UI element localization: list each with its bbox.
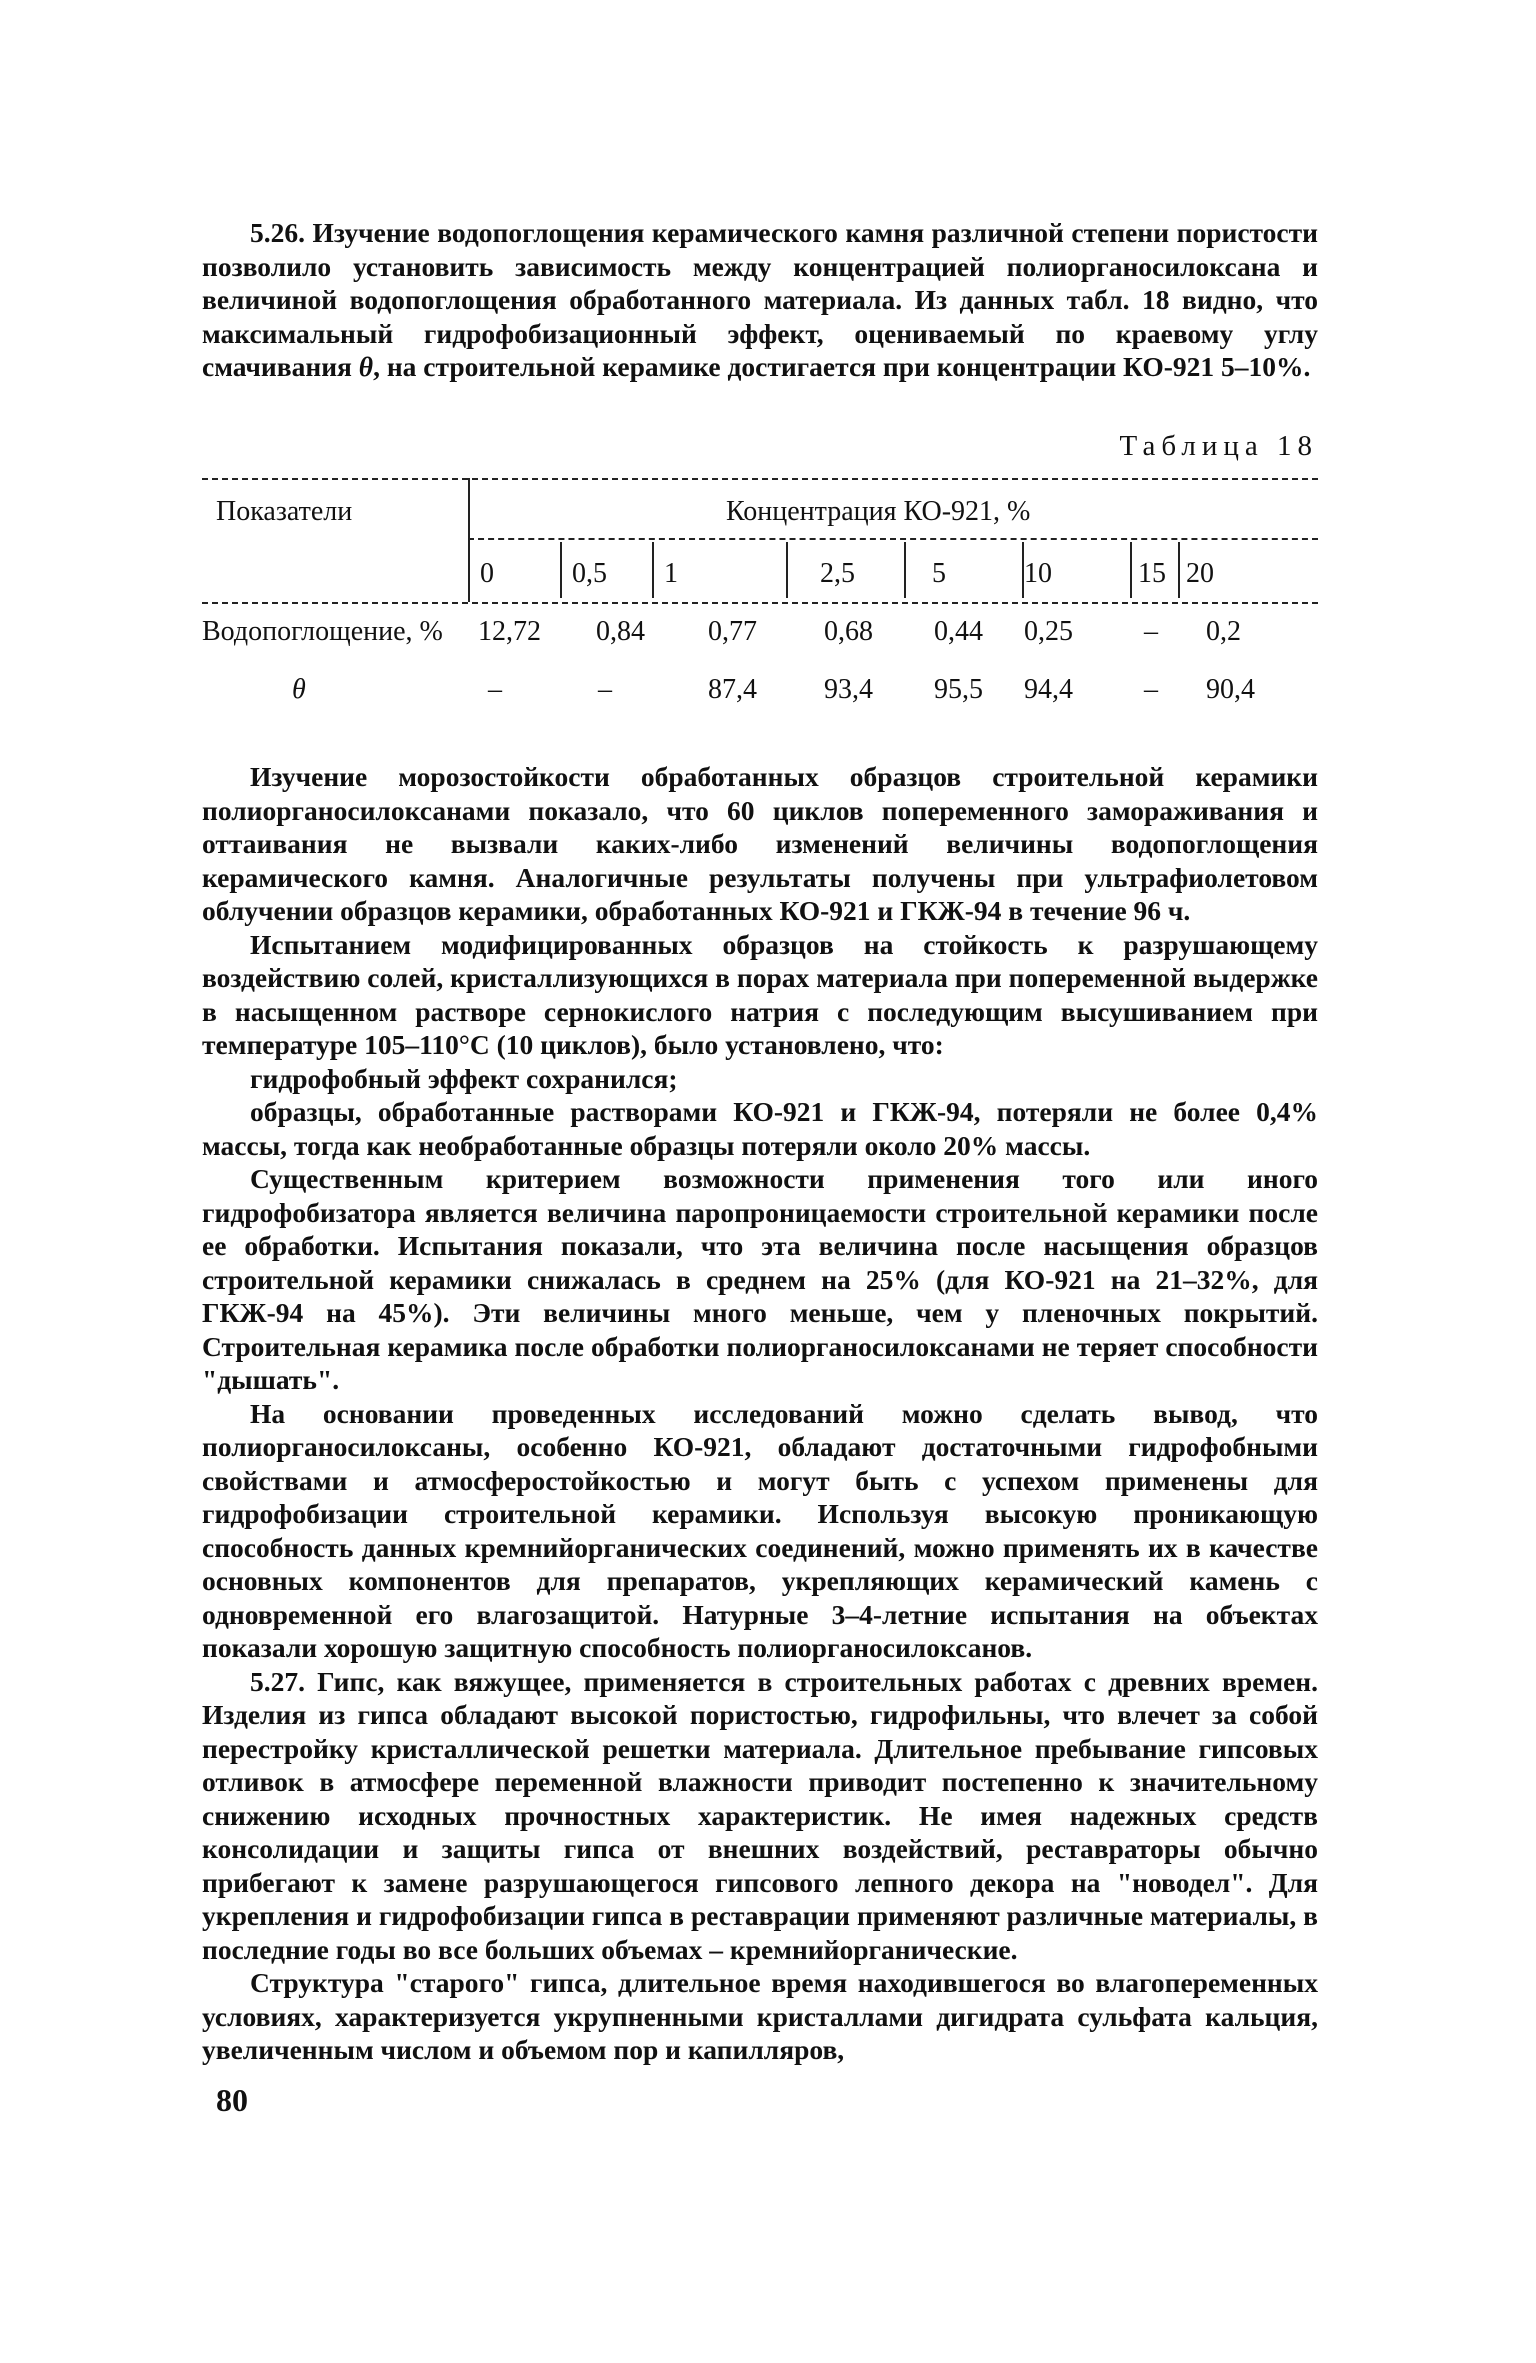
table-rule-header — [468, 538, 1318, 540]
paragraph: образцы, обработанные растворами КО-921 и ГКЖ-94, потеряли не более 0,4% массы, тогда как необработанные образцы потеряли около 20% массы. — [202, 1096, 1318, 1161]
intro-paragraph — [202, 216, 1318, 384]
theta-symbol: θ — [358, 351, 374, 382]
paragraph: Структура "старого" гипса, длительное время находившегося во влагопеременных условиях, характеризуется укрупненными кристаллами дигидрата сульфата кальция, увеличенным числом и объемом пор и капилляров, — [202, 1967, 1318, 2065]
table-cell: 0,2 — [1206, 616, 1241, 647]
paragraph: 5.27. Гипс, как вяжущее, применяется в строительных работах с древних времен. Изделия из гипса обладают высокой пористостью, гидрофильны, что влечет за собой перестройку кристаллической решетки материала. Длительное пребывание гипсовых отливок в атмосфере переменной влажности приводит постепенно к значительному снижению исходных прочностных характеристик. Не имея надежных средств консолидации и защиты гипса от внешних воздействий, реставраторы обычно прибегают к замене разрушающегося гипсового лепного декора на "новодел". Для укрепления и гидрофобизации гипса в реставрации применяют различные материалы, в последние годы во все больших объемах – кремнийорганические. — [202, 1665, 1318, 1965]
column-header: 20 — [1186, 558, 1214, 589]
table-divider — [652, 542, 654, 598]
column-header: 5 — [932, 558, 946, 589]
row-header: Показатели — [216, 496, 353, 527]
intro-text: Изучение водопоглощения керамического камня различной степени пористости позволило установить зависимость между концентрацией полиорганосилоксана и величиной водопоглощения обработанного материала. Из данных табл. 18 видно, что максимальный гидрофобизационный эффект, оцениваемый по краевому углу смачивания — [202, 217, 1318, 382]
section-number: 5.26. — [250, 217, 305, 248]
row-label: Водопоглощение, % — [202, 616, 443, 647]
table-cell: – — [598, 674, 612, 705]
table-cell: 0,84 — [596, 616, 645, 647]
table-cell: 0,77 — [708, 616, 757, 647]
table-cell: 90,4 — [1206, 674, 1255, 705]
table-divider — [560, 542, 562, 598]
table-cell: 0,44 — [934, 616, 983, 647]
paragraph: Изучение морозостойкости обработанных образцов строительной керамики полиорганосилоксанами показало, что 60 циклов попеременного замораживания и оттаивания не вызвали каких-либо изменений величины водопоглощения керамического камня. Аналогичные результаты получены при ультрафиолетовом облучении образцов керамики, обработанных КО-921 и ГКЖ-94 в течение 96 ч. — [202, 761, 1318, 926]
row-label: θ — [292, 674, 306, 705]
table-cell: – — [488, 674, 502, 705]
table-cell: 87,4 — [708, 674, 757, 705]
table-caption: Таблица 18 — [1119, 430, 1318, 462]
page-number: 80 — [216, 2082, 248, 2118]
table-rule-top — [202, 478, 1318, 480]
column-header: 0 — [480, 558, 494, 589]
table-divider — [904, 542, 906, 598]
paragraph: Испытанием модифицированных образцов на стойкость к разрушающему воздействию солей, кристаллизующихся в порах материала при попеременной выдержке в насыщенном растворе сернокислого натрия с последующим высушиванием при температуре 105–110°С (10 циклов), было установлено, что: — [202, 928, 1318, 1060]
table-divider — [1130, 542, 1132, 598]
table-rule-body — [202, 602, 1318, 604]
table-cell: – — [1144, 674, 1158, 705]
column-header: 2,5 — [820, 558, 855, 589]
table-divider — [1178, 542, 1180, 598]
table-cell: 0,25 — [1024, 616, 1073, 647]
paragraph: гидрофобный эффект сохранился; — [250, 1062, 678, 1094]
table-divider — [786, 542, 788, 598]
column-header: 1 — [664, 558, 678, 589]
column-header: 15 — [1138, 558, 1166, 589]
table-cell: 12,72 — [478, 616, 541, 647]
column-header: 0,5 — [572, 558, 607, 589]
table-cell: 93,4 — [824, 674, 873, 705]
intro-text-end: , на строительной керамике достигается при концентрации КО-921 5–10%. — [373, 351, 1311, 382]
table-cell: 94,4 — [1024, 674, 1073, 705]
table-cell: 0,68 — [824, 616, 873, 647]
body-text — [202, 760, 1318, 2067]
data-table — [202, 478, 1318, 713]
paragraph: На основании проведенных исследований можно сделать вывод, что полиорганосилоксаны, особенно КО-921, обладают достаточными гидрофобными свойствами и атмосферостойкостью и могут быть с успехом применены для гидрофобизации строительной керамики. Используя высокую проникающую способность данных кремнийорганических соединений, можно применять их в качестве основных компонентов для препаратов, укрепляющих керамический камень с одновременной его влагозащитой. Натурные 3–4-летние испытания на объектах показали хорошую защитную способность полиорганосилоксанов. — [202, 1397, 1318, 1663]
paragraph: Существенным критерием возможности применения того или иного гидрофобизатора является величина паропроницаемости строительной керамики после ее обработки. Испытания показали, что эта величина после насыщения образцов строительной керамики снижалась в среднем на 25% (для КО-921 на 21–32%, для ГКЖ-94 на 45%). Эти величины много меньше, чем у пленочных покрытий. Строительная керамика после обработки полиорганосилоксанами не теряет способности "дышать". — [202, 1163, 1318, 1395]
table-cell: – — [1144, 616, 1158, 647]
column-header: 10 — [1024, 558, 1052, 589]
table-cell: 95,5 — [934, 674, 983, 705]
group-header: Концентрация КО-921, % — [726, 496, 1031, 527]
table-divider — [468, 478, 470, 602]
